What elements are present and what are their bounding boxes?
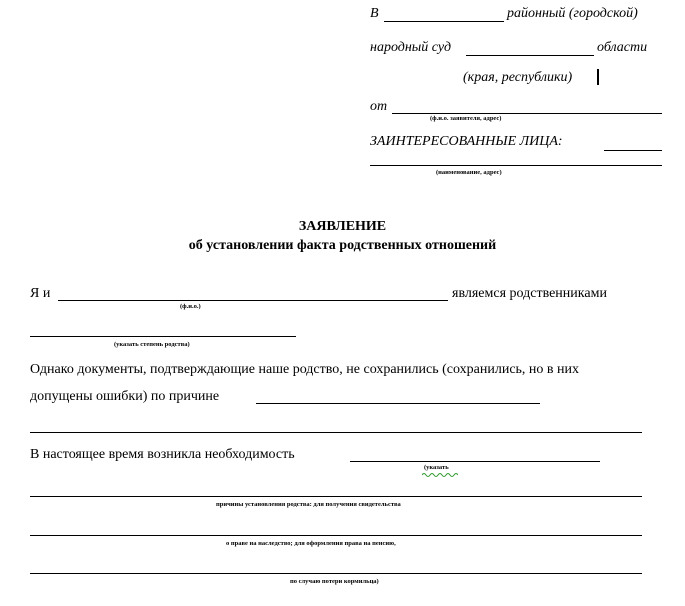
court-prefix: В [370, 6, 379, 21]
court-blank-line [384, 21, 504, 22]
p1-prefix: Я и [30, 286, 51, 301]
p1-suffix: являемся родственниками [452, 286, 607, 301]
purpose-blank-line-3 [30, 573, 642, 574]
region-suffix: области [597, 40, 648, 55]
interested-parties-label: ЗАИНТЕРЕСОВАННЫЕ ЛИЦА: [370, 134, 563, 149]
p2-line2-prefix: допущены ошибки) по причине [30, 389, 220, 404]
court-type-text: районный (городской) [507, 6, 638, 21]
text-cursor [597, 69, 599, 85]
purpose-blank-line-2 [30, 535, 642, 536]
p3-prefix: В настоящее время возникла необходимость [30, 447, 295, 462]
p2-line1: Однако документы, подтверждающие наше родство, не сохранились (сохранились, но в них [30, 362, 580, 377]
relative-fio-blank-line [58, 300, 448, 301]
fio-caption: (ф.и.о.) [180, 303, 201, 310]
document-subtitle: об установлении факта родственных отношений [188, 238, 497, 253]
reason-blank-line [256, 403, 540, 404]
reason-caption: причины установления родства: для получения свидетельства [216, 501, 401, 508]
applicant-caption: (ф.и.о. заявителя, адрес) [430, 115, 502, 122]
applicant-blank-line [392, 113, 662, 114]
interested-blank-line [604, 150, 662, 151]
region-blank-line [466, 55, 594, 56]
breadwinner-caption: по случаю потери кормильца) [290, 578, 379, 585]
purpose-blank-line-1 [30, 496, 642, 497]
document-title: ЗАЯВЛЕНИЕ [298, 219, 387, 234]
necessity-blank-line [350, 461, 600, 462]
indicate-caption: (указать [424, 464, 449, 471]
relationship-degree-blank-line [30, 336, 296, 337]
court-label: народный суд [370, 40, 452, 55]
region-kind-text: (края, республики) [463, 70, 573, 85]
applicant-prefix: от [370, 99, 388, 114]
inheritance-caption: о праве на наследство; для оформления права на пенсию, [226, 540, 396, 547]
interested-blank-line-2 [370, 165, 662, 166]
reason-blank-line-2 [30, 432, 642, 433]
interested-caption: (наименование, адрес) [436, 169, 502, 176]
degree-caption: (указать степень родства) [114, 341, 190, 348]
spellcheck-underline [422, 472, 458, 477]
